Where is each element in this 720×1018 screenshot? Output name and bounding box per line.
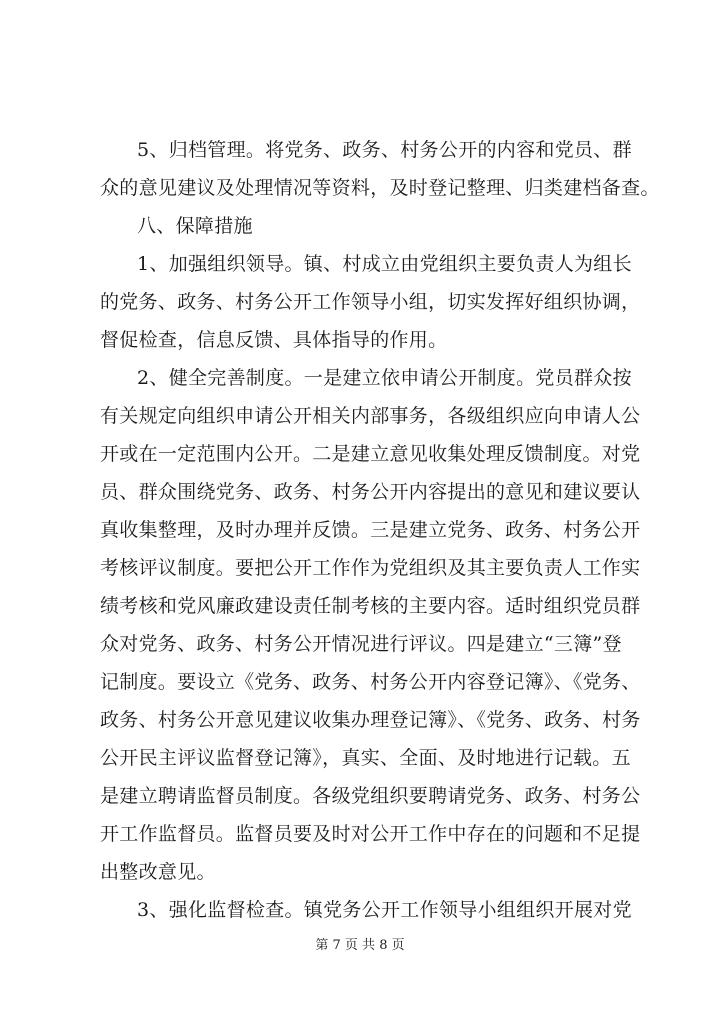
- paragraph-line: 开工作监督员。监督员要及时对公开工作中存在的问题和不足提: [100, 823, 641, 845]
- paragraph-line: 众对党务、政务、村务公开情况进行评议。四是建立“三簿”登: [100, 633, 622, 655]
- paragraph-line: 公开民主评议监督登记簿》，真实、全面、及时地进行记载。五: [100, 747, 631, 769]
- page-number-footer: 第 7 页 共 8 页: [315, 938, 405, 953]
- paragraph-line: 3、强化监督检查。镇党务公开工作领导小组组织开展对党: [137, 899, 632, 921]
- paragraph-line: 督促检查，信息反馈、具体指导的作用。: [100, 329, 448, 351]
- paragraph-line: 绩考核和党风廉政建设责任制考核的主要内容。适时组织党员群: [100, 595, 641, 617]
- paragraph-line: 是建立聘请监督员制度。各级党组织要聘请党务、政务、村务公: [100, 785, 641, 807]
- paragraph-line: 员、群众围绕党务、政务、村务公开内容提出的意见和建议要认: [100, 481, 641, 503]
- paragraph-line: 众的意见建议及处理情况等资料，及时登记整理、归类建档备查。: [100, 177, 660, 199]
- paragraph-line: 有关规定向组织申请公开相关内部事务，各级组织应向申请人公: [100, 405, 641, 427]
- paragraph-line: 出整改意见。: [100, 861, 216, 883]
- paragraph-line: 开或在一定范围内公开。二是建立意见收集处理反馈制度。对党: [100, 443, 641, 465]
- paragraph-line: 记制度。要设立《党务、政务、村务公开内容登记簿》、《党务、: [100, 671, 641, 693]
- paragraph-line: 的党务、政务、村务公开工作领导小组，切实发挥好组织协调，: [100, 291, 641, 313]
- paragraph-line: 1、加强组织领导。镇、村成立由党组织主要负责人为组长: [137, 253, 632, 275]
- paragraph-line: 2、健全完善制度。一是建立依申请公开制度。党员群众按: [137, 367, 632, 389]
- paragraph-line: 考核评议制度。要把公开工作作为党组织及其主要负责人工作实: [100, 557, 641, 579]
- paragraph-line: 5、归档管理。将党务、政务、村务公开的内容和党员、群: [137, 139, 632, 161]
- paragraph-line: 政务、村务公开意见建议收集办理登记簿》、《党务、政务、村务: [100, 709, 641, 731]
- section-heading: 八、保障措施: [137, 215, 253, 237]
- paragraph-line: 真收集整理，及时办理并反馈。三是建立党务、政务、村务公开: [100, 519, 641, 541]
